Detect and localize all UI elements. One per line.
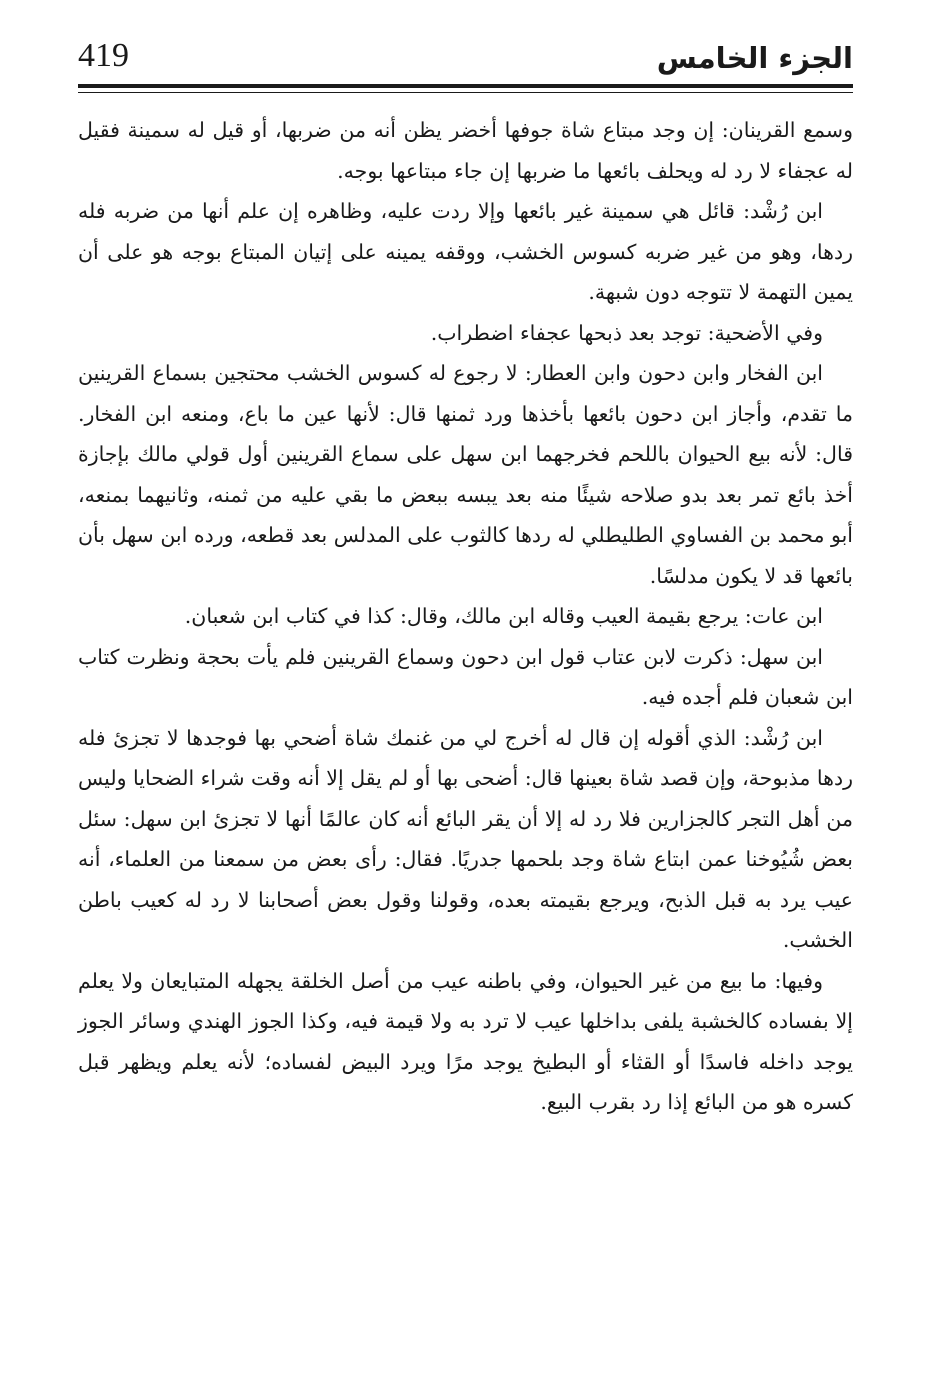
- page-header: [78, 30, 853, 85]
- body-text: [78, 110, 853, 1123]
- paragraph-3: وفي الأضحية: توجد بعد ذبحها عجفاء اضطراب.: [430, 320, 823, 345]
- paragraph-1: وسمع القرينان: إن وجد مبتاع شاة جوفها أخضر يظن أنه من ضربها، أو قيل له سمينة فقيل له عجفاء لا رد له ويحلف بائعها ما ضربها إن جاء مبتاعها بوجه.: [78, 118, 853, 183]
- paragraph-2: ابن رُشْد: قائل هي سمينة غير بائعها وإلا ردت عليه، وظاهره إن علم أنها من ضربه فله ردها، وهو من غير ضربه كسوس الخشب، ووقفه يمينه على إتيان المبتاع بوجه هو على أن يمين التهمة لا تتوجه دون شبهة.: [78, 199, 853, 304]
- running-title: الجزء الخامس: [656, 41, 853, 75]
- paragraph-7: ابن رُشْد: الذي أقوله إن قال له أخرج لي من غنمك شاة أضحي بها فوجدها لا تجزئ فله ردها مذبوحة، وإن قصد شاة بعينها قال: أضحى بها أو لم يقل إلا أنه وقت شراء الضحايا وليس من أهل التجر كالجزارين فلا رد له إلا أن يقر البائع أنه كان عالمًا أنها لا تجزئ ابن سهل: سئل بعض شُيُوخنا عمن ابتاع شاة وجد بلحمها جدريًا. فقال: رأى بعض من سمعنا من العلماء، أنه عيب يرد به قبل الذبح، ويرجع بقيمته بعده، وقولنا وقول بعض أصحابنا لا رد له كعيب باطن الخشب.: [78, 725, 853, 952]
- paragraph-6: ابن سهل: ذكرت لابن عتاب قول ابن دحون وسماع القرينين فلم يأت بحجة ونظرت كتاب ابن شعبان فلم أجده فيه.: [78, 644, 853, 709]
- header-rule-thin: [78, 92, 853, 93]
- paragraph-8: وفيها: ما بيع من غير الحيوان، وفي باطنه عيب من أصل الخلقة يجهله المتبايعان ولا يعلم إلا بفساده كالخشبة يلفى بداخلها عيب لا ترد به ولا قيمة فيه، وكذا الجوز الهندي وسائر الجوز يوجد داخله فاسدًا أو القثاء أو البطيخ يوجد مرًا ويرد البيض لفساده؛ لأنه يعلم ويظهر قبل كسره هو من البائع إذا رد بقرب البيع.: [78, 968, 853, 1114]
- paragraph-5: ابن عات: يرجع بقيمة العيب وقاله ابن مالك، وقال: كذا في كتاب ابن شعبان.: [184, 604, 823, 628]
- header-rule-thick: [78, 84, 853, 88]
- paragraph-4: ابن الفخار وابن دحون وابن العطار: لا رجوع له كسوس الخشب محتجين بسماع القرينين ما تقدم، وأجاز ابن دحون بائعها بأخذها ورد ثمنها قال: لأنها عين ما باع، ومنعه ابن الفخار. قال: لأنه بيع الحيوان باللحم فخرجهما ابن سهل على سماع القرينين أول قولي مالك بإجازة أخذ بائع تمر بعد بدو صلاحه شيئًا منه بعد يبسه ببعض ما بقي عليه من ثمنه، وثانيهما بمنعه، أبو محمد بن الفساوي الطليطلي له ردها كالثوب على المدلس بعد قطعه، ورده ابن سهل بأن بائعها قد لا يكون مدلسًا.: [78, 361, 853, 588]
- page-number: 419: [78, 37, 129, 74]
